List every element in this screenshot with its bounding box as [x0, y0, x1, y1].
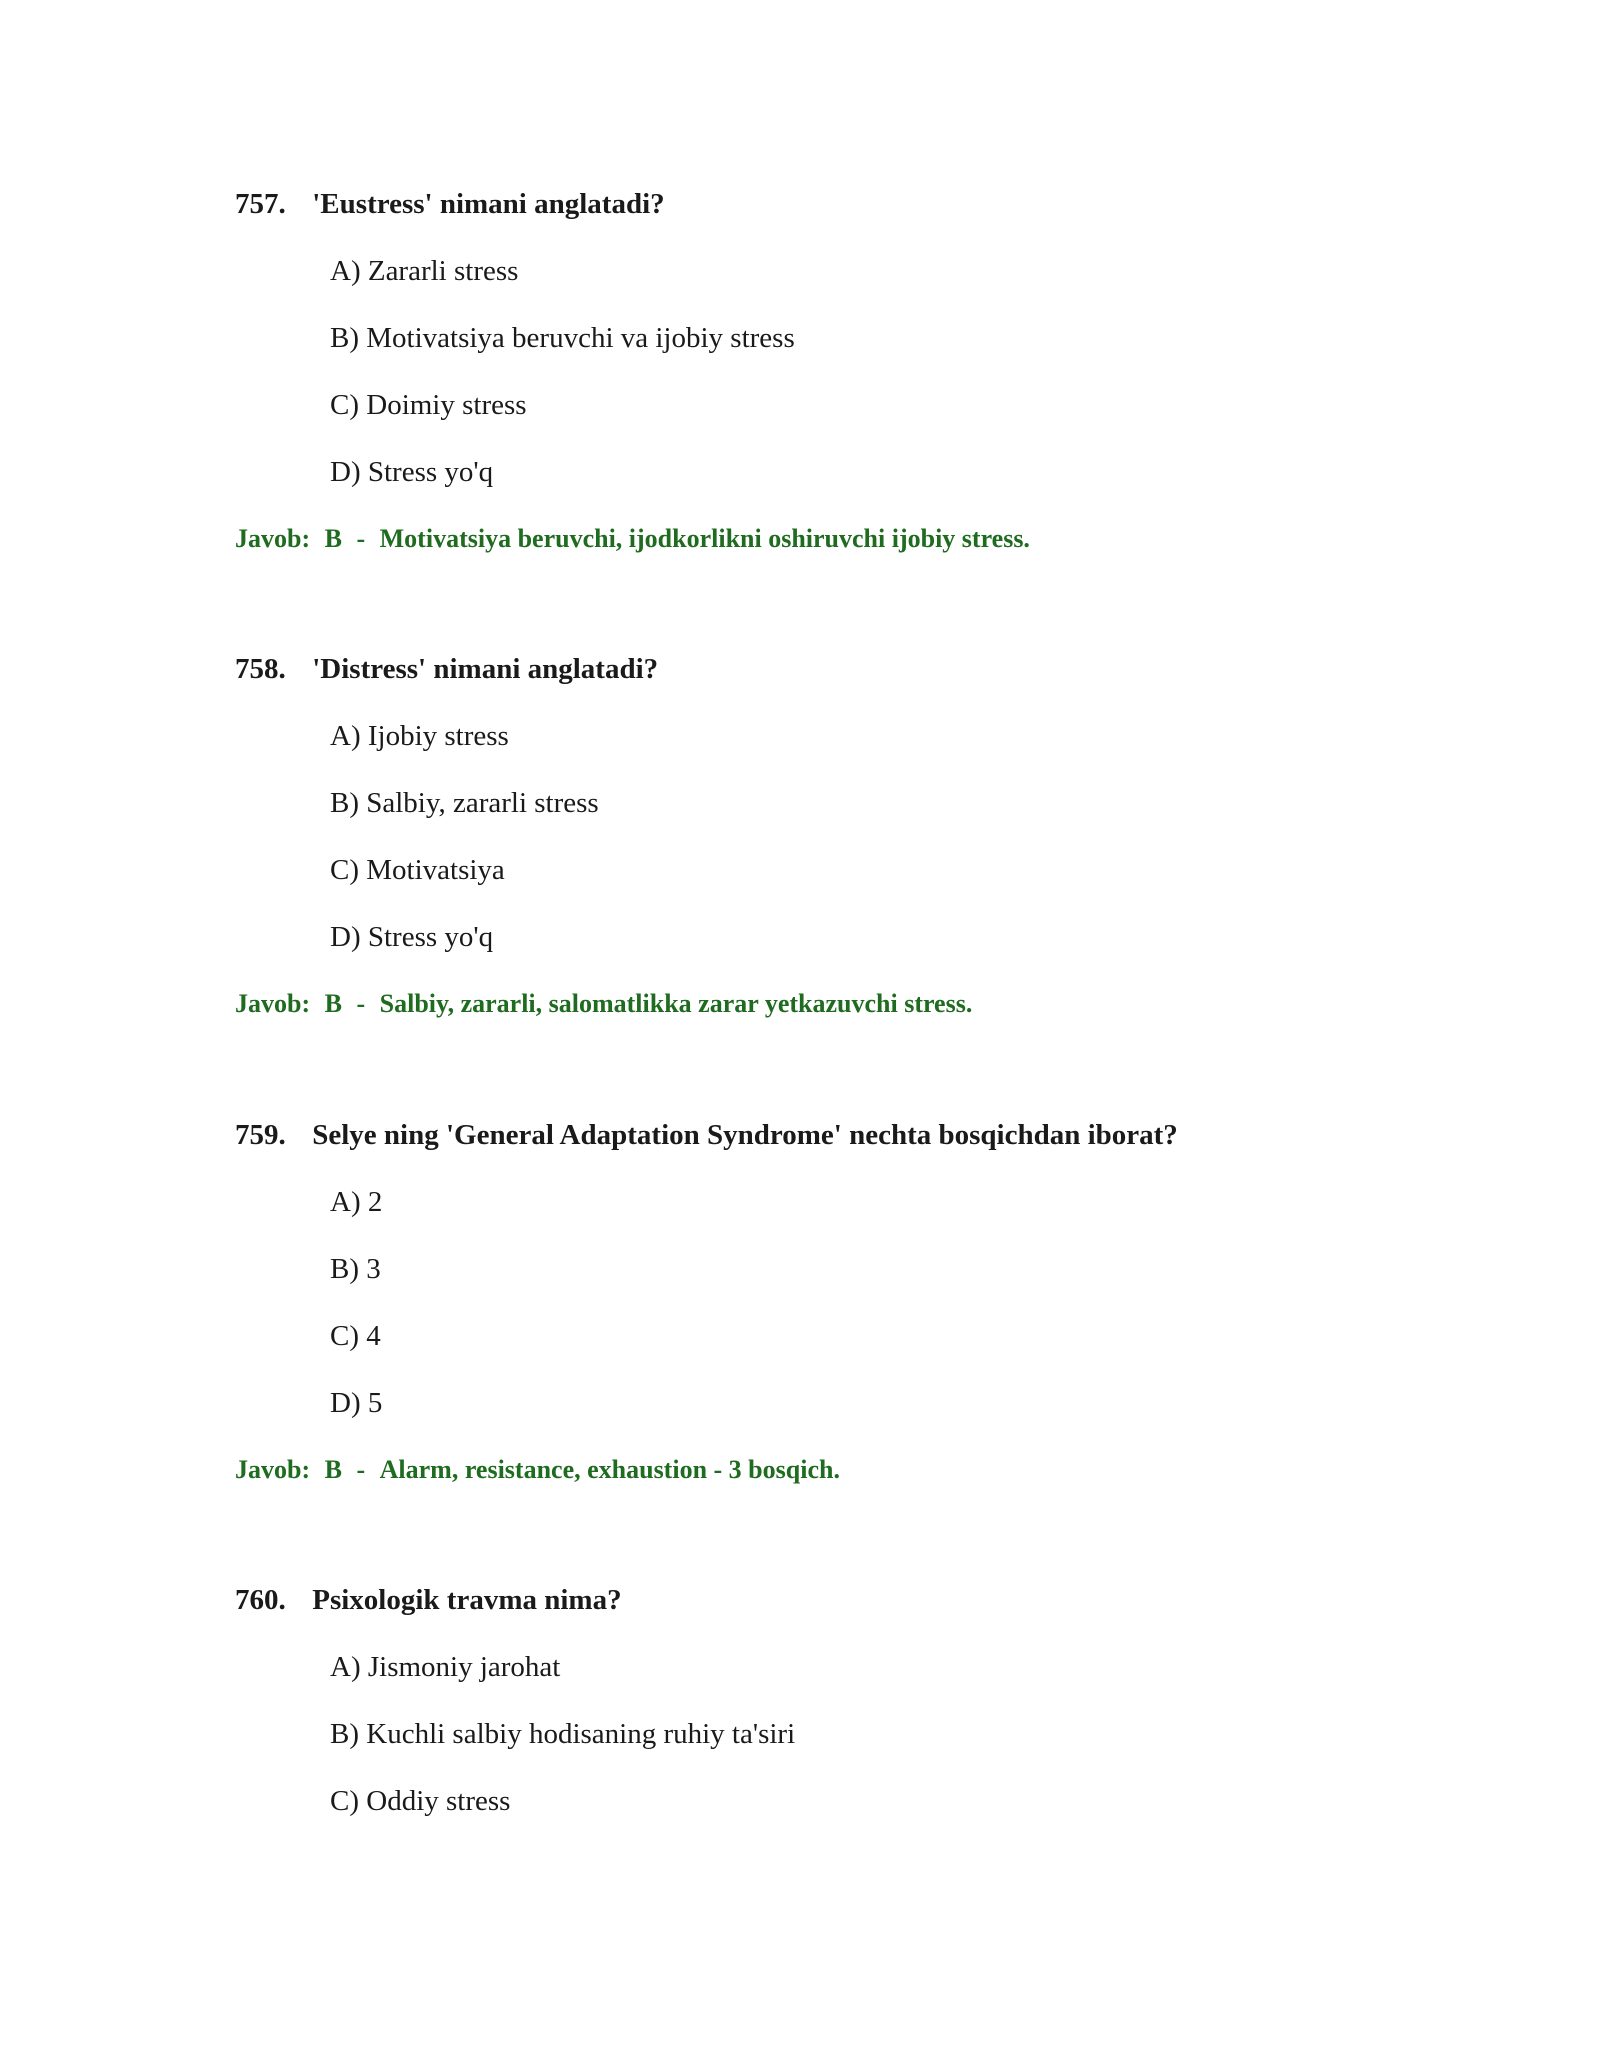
answer-dash: -: [356, 1455, 366, 1484]
question-title: [235, 1117, 1435, 1153]
answer-line: [235, 1453, 848, 1487]
option-b: B) Salbiy, zararli stress: [330, 787, 599, 819]
answer-text: Salbiy, zararli, salomatlikka zarar yetkazuvchi stress.: [379, 989, 973, 1018]
option-c: C) Oddiy stress: [330, 1785, 511, 1817]
answer-letter: B: [324, 1455, 342, 1484]
option-b: B) Motivatsiya beruvchi va ijobiy stress: [330, 322, 795, 354]
option-d: D) Stress yo'q: [330, 921, 494, 953]
question-number: 759.: [235, 1119, 286, 1151]
answer-label: Javob:: [235, 1455, 311, 1484]
option-a: A) 2: [330, 1186, 383, 1218]
question-title: [235, 1582, 1435, 1618]
answer-line: [235, 987, 980, 1021]
question-text: Psixologik travma nima?: [312, 1584, 622, 1616]
answer-text: Motivatsiya beruvchi, ijodkorlikni oshiruvchi ijobiy stress.: [379, 524, 1030, 553]
question-758: [235, 651, 1435, 1018]
answer-letter: B: [324, 989, 342, 1018]
question-757: [235, 186, 1435, 553]
question-text: Selye ning 'General Adaptation Syndrome' nechta bosqichdan iborat?: [312, 1119, 1178, 1151]
answer-label: Javob:: [235, 524, 311, 553]
option-a: A) Zararli stress: [330, 255, 519, 287]
question-number: 760.: [235, 1584, 286, 1616]
answer-letter: B: [324, 524, 342, 553]
answer-dash: -: [356, 989, 366, 1018]
option-b: B) Kuchli salbiy hodisaning ruhiy ta'siri: [330, 1718, 796, 1750]
option-c: C) Doimiy stress: [330, 389, 527, 421]
question-759: [235, 1117, 1435, 1484]
question-number: 758.: [235, 653, 286, 685]
question-number: 757.: [235, 188, 286, 220]
option-c: C) 4: [330, 1320, 381, 1352]
question-text: 'Distress' nimani anglatadi?: [312, 653, 659, 685]
answer-text: Alarm, resistance, exhaustion - 3 bosqich.: [379, 1455, 840, 1484]
answer-dash: -: [356, 524, 366, 553]
question-title: [235, 186, 1435, 222]
option-a: A) Jismoniy jarohat: [330, 1651, 561, 1683]
question-text: 'Eustress' nimani anglatadi?: [312, 188, 665, 220]
option-b: B) 3: [330, 1253, 381, 1285]
answer-line: [235, 522, 1038, 556]
question-title: [235, 651, 1435, 687]
option-d: D) 5: [330, 1387, 383, 1419]
option-a: A) Ijobiy stress: [330, 720, 509, 752]
option-c: C) Motivatsiya: [330, 854, 505, 886]
answer-label: Javob:: [235, 989, 311, 1018]
option-d: D) Stress yo'q: [330, 456, 494, 488]
question-760: [235, 1582, 1435, 1817]
